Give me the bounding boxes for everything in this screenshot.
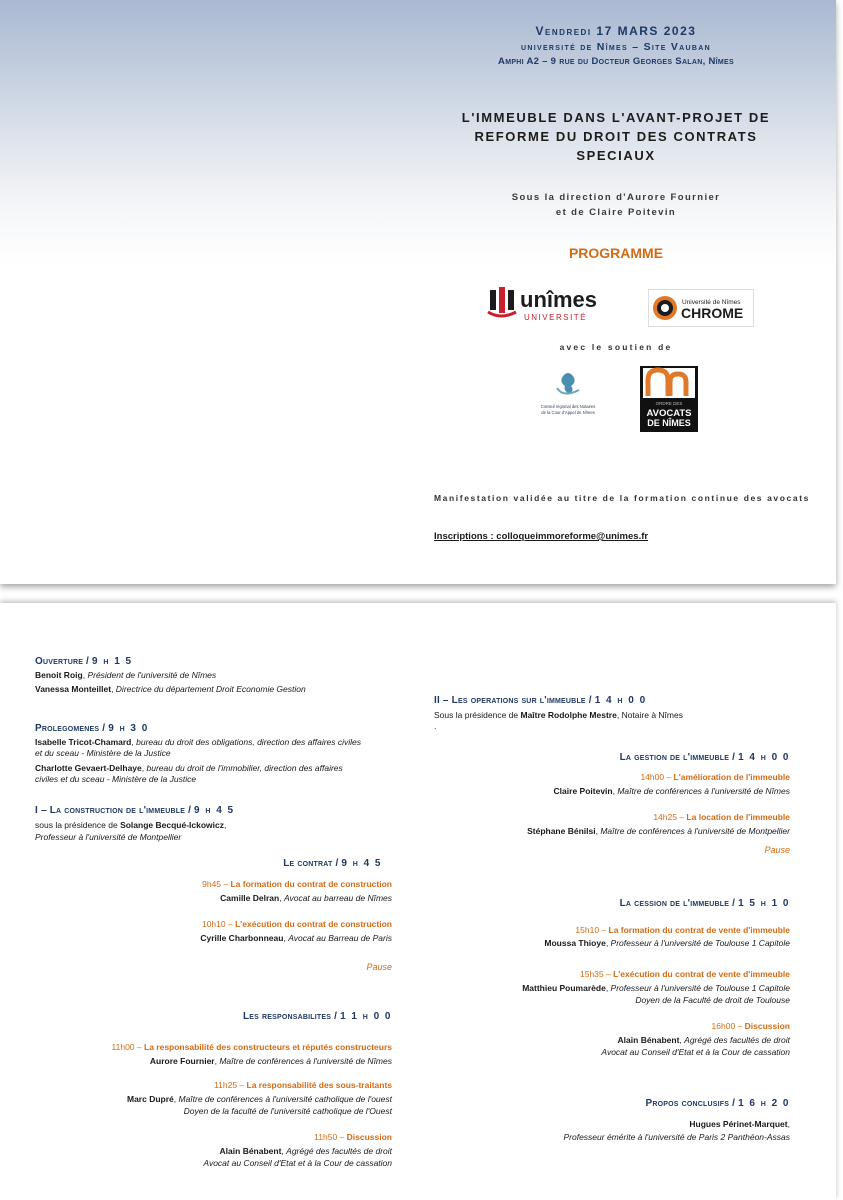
subsection-gestion: La gestion de l'immeuble / 1 4 h 0 0 (619, 752, 790, 763)
direction-line-1: Sous la direction d'Aurore Fournier (511, 192, 721, 203)
subsection-cession: La cession de l'immeuble / 1 5 h 1 0 (619, 898, 790, 909)
avocats-logo-mark (638, 364, 700, 434)
talk-title: 9h45 – La formation du contrat de construction (202, 879, 392, 889)
avocats-city: DE NÎMES (647, 418, 691, 428)
direction-line-2: et de Claire Poitevin (555, 207, 677, 218)
event-address: Amphi A2 – 9 rue du Docteur Georges Salan, Nîmes (498, 56, 734, 67)
avocats-name: AVOCATS (646, 408, 692, 419)
section-part-1: I – La construction de l'immeuble / 9 h 4 5 (35, 805, 235, 816)
talk-title: 15h10 – La formation du contrat de vente d'immeuble (575, 925, 790, 935)
programme-label: PROGRAMME (568, 245, 664, 261)
speaker-role-continued: Doyen de la faculté de l'université catholique de l'Ouest (183, 1106, 392, 1116)
section-prolegomenes: Prolegomenes / 9 h 3 0 (35, 723, 149, 734)
notaires-line-2: de la Cour d'Appel de Nîmes (541, 410, 595, 415)
dot-mark: . (434, 721, 437, 731)
speaker-role-continued: Doyen de la Faculté de droit de Toulouse (635, 995, 790, 1005)
speaker-line: Isabelle Tricot-Chamard, bureau du droit des obligations, direction des affaires civiles (35, 737, 362, 747)
colloquium-title: L'IMMEUBLE DANS L'AVANT-PROJET DE REFORME DU DROIT DES CONTRATS SPECIAUX (461, 110, 771, 163)
notaires-logo-mark (533, 364, 603, 434)
presidence-role: Professeur à l'université de Montpellier (35, 832, 182, 842)
speaker-line: Camille Delran, Avocat au barreau de Nîmes (220, 893, 392, 903)
speaker-line: Alain Bénabent, Agrégé des facultés de droit (219, 1146, 392, 1156)
pause-label: Pause (366, 962, 392, 972)
avocats-logo (638, 364, 700, 434)
pause-label: Pause (764, 845, 790, 855)
presidence-line: Sous la présidence de Maître Rodolphe Mestre, Notaire à Nîmes (434, 710, 683, 720)
speaker-role-continued: Avocat au Conseil d'Etat et à la Cour de cassation (203, 1158, 392, 1168)
section-conclusifs: Propos conclusifs / 1 6 h 2 0 (645, 1098, 790, 1109)
support-label: avec le soutien de (559, 342, 673, 352)
speaker-line: Stéphane Bénilsi, Maître de conférences à l'université de Montpellier (527, 826, 790, 836)
speaker-line: Matthieu Poumarède, Professeur à l'université de Toulouse 1 Capitole (522, 983, 790, 993)
speaker-line: Charlotte Gevaert-Delhaye, bureau du droit de l'immobilier, direction des affaires (35, 763, 343, 773)
subsection-responsabilites: Les responsabilites / 1 1 h 0 0 (242, 1011, 392, 1022)
avocats-top: ORDRE DES (655, 401, 683, 406)
speaker-line: Moussa Thioye, Professeur à l'université de Toulouse 1 Capitole (544, 938, 790, 948)
notaires-logo (533, 364, 603, 434)
unimes-logo (480, 276, 600, 328)
speaker-line: Claire Poitevin, Maître de conférences à l'université de Nîmes (553, 786, 790, 796)
talk-title: 11h25 – La responsabilité des sous-traitants (214, 1080, 392, 1090)
speaker-role-continued: et du sceau - Ministère de la Justice (35, 748, 171, 758)
speaker-line: Marc Dupré, Maître de conférences à l'université catholique de l'ouest (126, 1094, 392, 1104)
cover-page (0, 0, 836, 584)
section-part-2: II – Les operations sur l'immeuble / 1 4 h 0 0 (434, 695, 647, 706)
direction (390, 190, 842, 220)
unimes-sub: UNIVERSITÉ (524, 313, 588, 322)
talk-title: 10h10 – L'exécution du contrat de construction (201, 919, 392, 929)
chrome-logo (648, 289, 754, 327)
chrome-top: Université de Nîmes (682, 299, 741, 306)
subsection-contrat: Le contrat / 9 h 4 5 (283, 858, 382, 869)
speaker-line: Alain Bénabent, Agrégé des facultés de droit (617, 1035, 790, 1045)
speaker-line: Benoit Roig, Président de l'université de Nîmes (35, 670, 217, 680)
event-date: Vendredi 17 MARS 2023 (535, 24, 697, 38)
section-ouverture: Ouverture / 9 h 1 5 (35, 656, 133, 667)
talk-title: 15h35 – L'exécution du contrat de vente d'immeuble (580, 969, 790, 979)
speaker-name: Hugues Périnet-Marquet, (689, 1119, 790, 1129)
event-venue: université de Nîmes – Site Vauban (521, 41, 711, 53)
talk-title: 11h50 – Discussion (314, 1132, 392, 1142)
talk-title: 14h25 – La location de l'immeuble (653, 812, 790, 822)
unimes-name: unîmes (520, 287, 598, 312)
inscriptions-link[interactable]: Inscriptions : colloqueimmoreforme@unimes.fr (434, 531, 649, 542)
talk-title: 16h00 – Discussion (711, 1021, 790, 1031)
speaker-role: Professeur émérite à l'université de Paris 2 Panthéon-Assas (563, 1132, 790, 1142)
talk-title: 14h00 – L'amélioration de l'immeuble (640, 772, 790, 782)
validation-note: Manifestation validée au titre de la formation continue des avocats (434, 493, 810, 503)
unimes-logo-mark (480, 276, 600, 328)
chrome-logo-mark (649, 290, 753, 326)
talk-title: 11h00 – La responsabilité des constructeurs et réputés constructeurs (111, 1042, 392, 1052)
speaker-role-continued: civiles et du sceau - Ministère de la Justice (35, 774, 197, 784)
speaker-line: Cyrille Charbonneau, Avocat au Barreau de Paris (200, 933, 392, 943)
speaker-role-continued: Avocat au Conseil d'Etat et à la Cour de cassation (601, 1047, 790, 1057)
notaires-line-1: Conseil régional des Notaires (540, 404, 596, 409)
chrome-name: CHROME (681, 305, 744, 321)
presidence-line: sous la présidence de Solange Becqué-Ickowicz, (35, 820, 227, 830)
speaker-line: Aurore Fournier, Maître de conférences à l'université de Nîmes (149, 1056, 392, 1066)
programme-page (0, 603, 836, 1200)
speaker-line: Vanessa Monteillet, Directrice du département Droit Economie Gestion (35, 684, 306, 694)
